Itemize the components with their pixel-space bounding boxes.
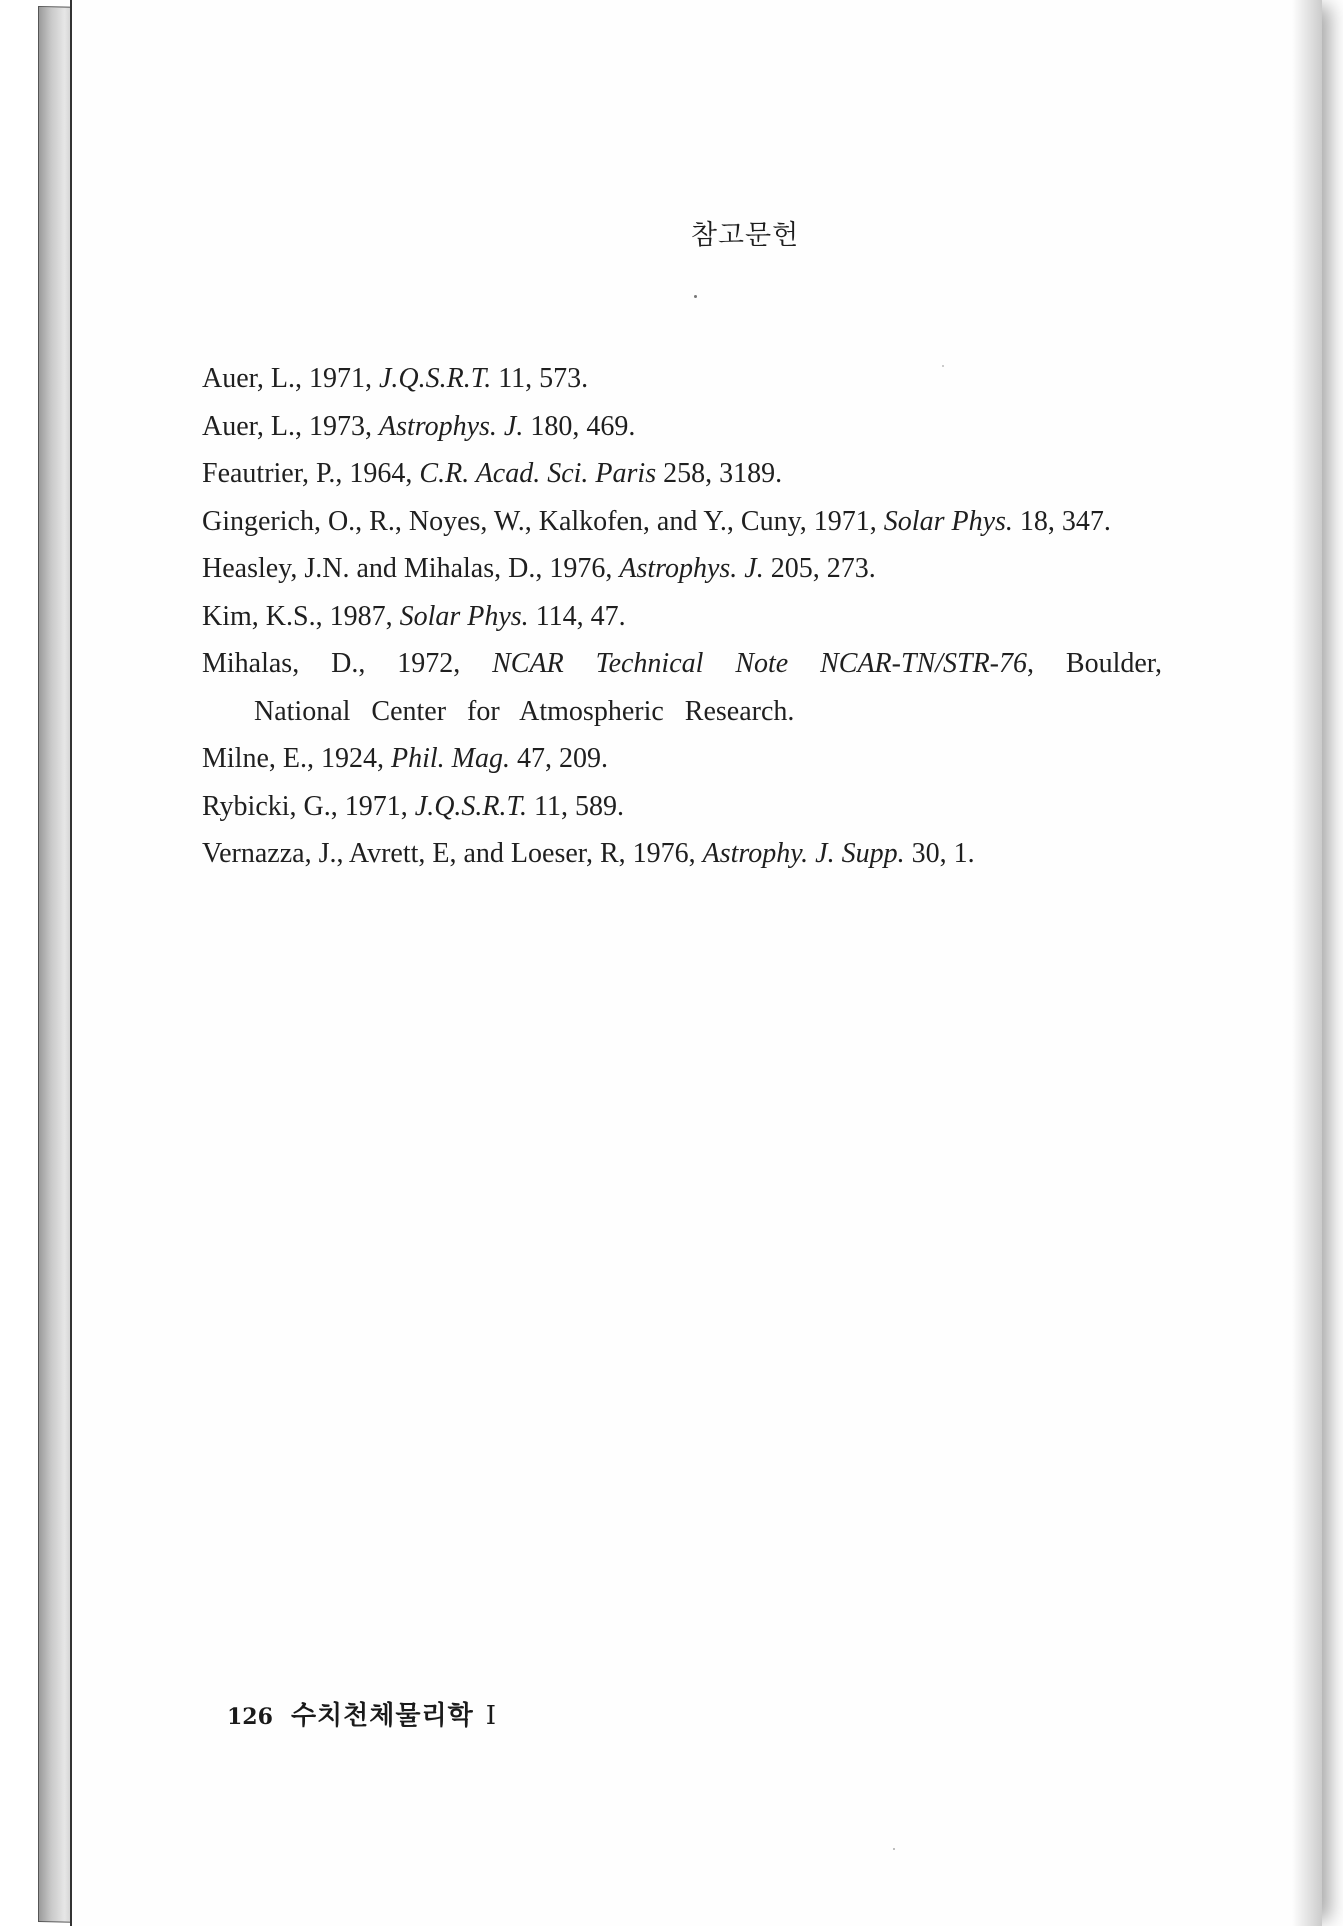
page-footer xyxy=(227,1695,496,1732)
page-number: 126 xyxy=(227,1704,273,1730)
journal-name: Astrophys. J. xyxy=(619,553,764,584)
reference-item: Kim, K.S., 1987, Solar Phys. 114, 47. xyxy=(202,600,626,632)
reference-item: Vernazza, J., Avrett, E, and Loeser, R, 1976, Astrophy. J. Supp. 30, 1. xyxy=(202,838,975,869)
journal-name: Solar Phys. xyxy=(883,505,1013,537)
journal-name: Solar Phys. xyxy=(399,600,529,632)
page-right-shadow xyxy=(1292,0,1322,1926)
book-title: 수치천체물리학 xyxy=(290,1701,474,1731)
reference-list xyxy=(202,355,1162,878)
reference-item: Mihalas, D., 1972, NCAR Technical Note NCAR-TN/STR-76, Boulder, National Center for Atmospheric Research. xyxy=(202,648,1162,727)
reference-item: Milne, E., 1924, Phil. Mag. 47, 209. xyxy=(202,743,608,774)
book-spine-edge xyxy=(38,6,74,1923)
volume-number: I xyxy=(485,1701,497,1731)
reference-item: Gingerich, O., R., Noyes, W., Kalkofen, and Y., Cuny, 1971, Solar Phys. 18, 347. xyxy=(202,505,1111,537)
journal-name: J.Q.S.R.T. xyxy=(414,790,528,822)
reference-item: Heasley, J.N. and Mihalas, D., 1976, Astrophys. J. 205, 273. xyxy=(202,553,876,584)
journal-name: Astrophys. J. xyxy=(378,410,524,442)
page-heading: 참고문헌 xyxy=(690,220,800,251)
speck xyxy=(694,295,697,298)
book-page xyxy=(70,0,1322,1926)
speck xyxy=(942,365,944,367)
reference-item: Rybicki, G., 1971, J.Q.S.R.T. 11, 589. xyxy=(202,790,624,822)
journal-name: C.R. Acad. Sci. Paris xyxy=(419,458,657,489)
journal-name: NCAR Technical Note NCAR-TN/STR-76 xyxy=(492,648,1028,679)
journal-name: J.Q.S.R.T. xyxy=(378,363,492,394)
reference-item: Auer, L., 1971, J.Q.S.R.T. 11, 573. xyxy=(202,363,589,394)
reference-item: Feautrier, P., 1964, C.R. Acad. Sci. Paris 258, 3189. xyxy=(202,458,783,489)
journal-name: Astrophy. J. Supp. xyxy=(702,838,905,869)
reference-item: Auer, L., 1973, Astrophys. J. 180, 469. xyxy=(202,410,636,442)
journal-name: Phil. Mag. xyxy=(391,743,510,774)
speck xyxy=(893,1848,895,1850)
